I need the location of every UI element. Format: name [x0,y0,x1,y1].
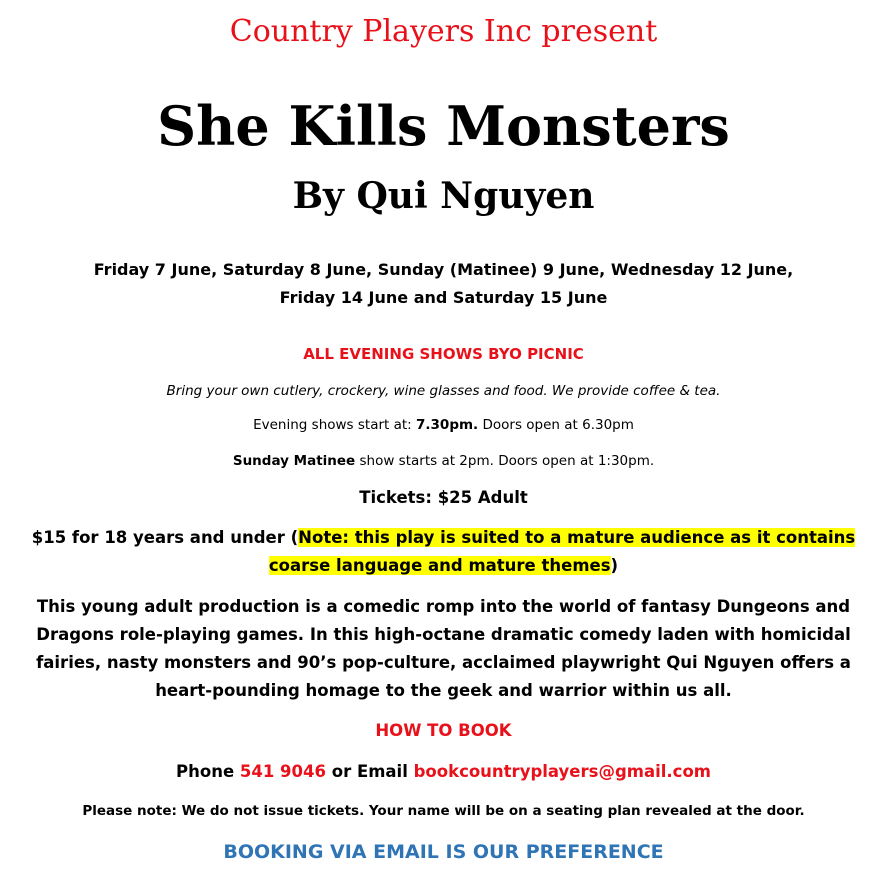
under18-suffix: ) [610,556,619,575]
evening-suffix: Doors open at 6.30pm [478,417,634,433]
description-line-3: fairies, nasty monsters and 90’s pop-culture, acclaimed playwright Qui Nguyen offers a [36,653,851,672]
byo-picnic-heading: ALL EVENING SHOWS BYO PICNIC [303,345,584,363]
email-label: or Email [325,762,414,781]
performance-dates-line-2: Friday 14 June and Saturday 15 June [279,288,608,307]
booking-contact [0,761,887,783]
mature-audience-note-part-1: Note: this play is suited to a mature audience as it contains [298,528,856,547]
booking-preference: BOOKING VIA EMAIL IS OUR PREFERENCE [223,841,664,863]
phone-number: 541 9046 [239,762,326,781]
play-author: By Qui Nguyen [292,175,595,217]
ticket-price-adult: Tickets: $25 Adult [359,488,528,507]
evening-prefix: Evening shows start at: [253,417,417,433]
matinee-show-times [0,451,887,471]
presenter-heading: Country Players Inc present [229,14,658,49]
ticket-price-under-18-line-1 [0,527,887,549]
evening-start-time: 7.30pm. [416,417,479,433]
performance-dates-line-1: Friday 7 June, Saturday 8 June, Sunday (Matinee) 9 June, Wednesday 12 June, [93,260,794,279]
how-to-book-heading: HOW TO BOOK [375,721,512,740]
mature-audience-note-part-2: coarse language and mature themes [268,556,611,575]
matinee-text: show starts at 2pm. Doors open at 1:30pm. [355,453,655,469]
booking-email: bookcountryplayers@gmail.com [413,762,711,781]
ticket-price-under-18-line-2 [0,555,887,577]
description-line-1: This young adult production is a comedic romp into the world of fantasy Dungeons and [36,597,851,616]
phone-label: Phone [176,762,240,781]
matinee-label: Sunday Matinee [232,453,356,469]
evening-show-times [0,415,887,435]
bring-your-own-note: Bring your own cutlery, crockery, wine glasses and food. We provide coffee & tea. [166,383,721,399]
ticket-issue-note: Please note: We do not issue tickets. Your name will be on a seating plan revealed at the door. [82,803,805,819]
play-title: She Kills Monsters [157,94,730,158]
description-line-4: heart-pounding homage to the geek and warrior within us all. [155,681,732,700]
description-line-2: Dragons role-playing games. In this high-octane dramatic comedy laden with homicidal [36,625,851,644]
under18-prefix: $15 for 18 years and under ( [31,528,299,547]
